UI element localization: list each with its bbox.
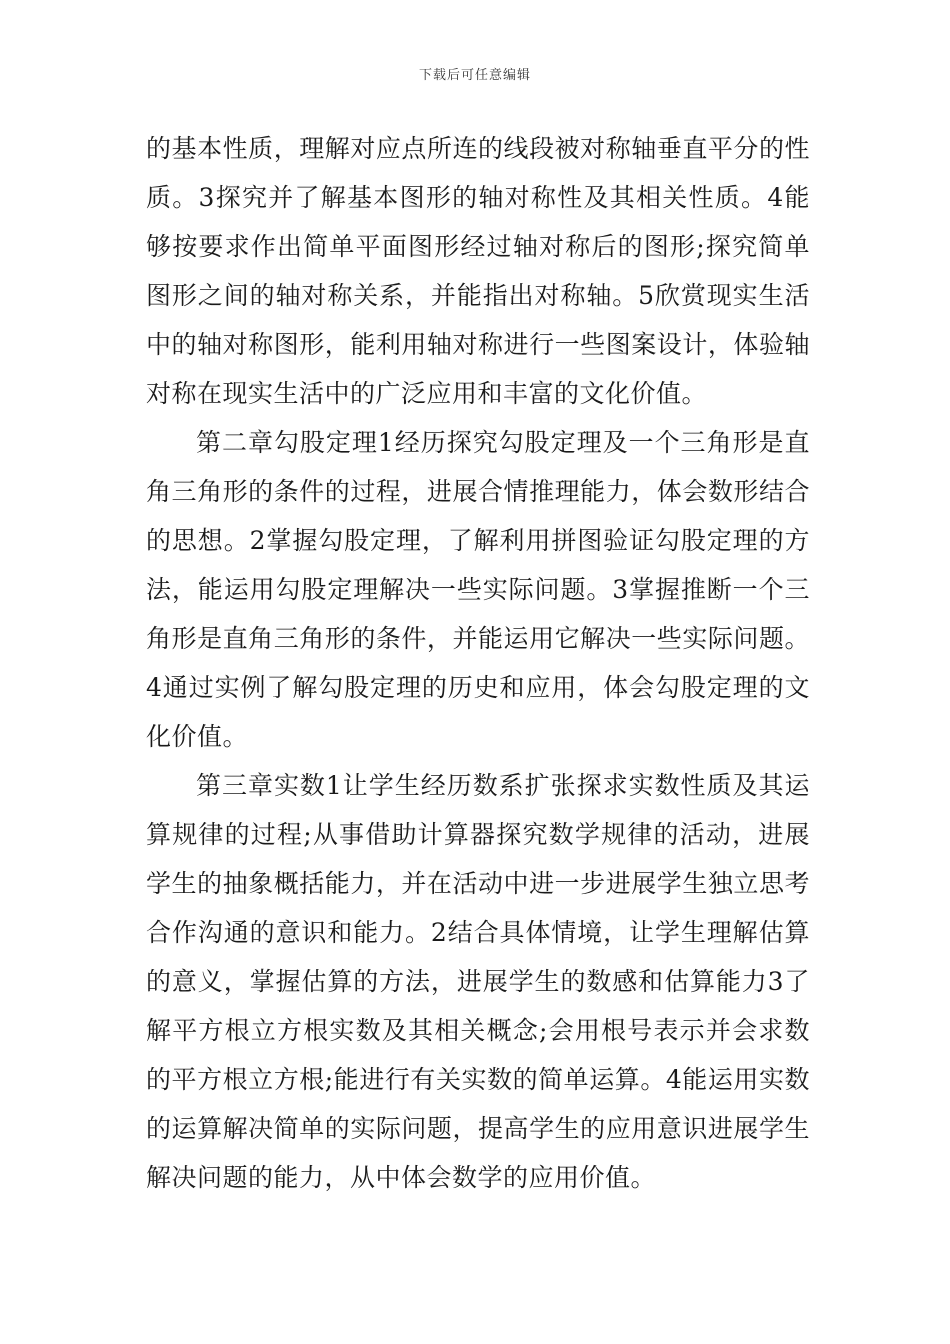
paragraph-chapter-2: 第二章勾股定理1经历探究勾股定理及一个三角形是直角三角形的条件的过程，进展合情推理能力，体会数形结合的思想。2掌握勾股定理，了解利用拼图验证勾股定理的方法，能运用勾股定理解决一些实际问题。3掌握推断一个三角形是直角三角形的条件，并能运用它解决一些实际问题。4通过实例了解勾股定理的历史和应用，体会勾股定理的文化价值。	[146, 428, 810, 751]
paragraph-continuation: 的基本性质，理解对应点所连的线段被对称轴垂直平分的性质。3探究并了解基本图形的轴对称性及其相关性质。4能够按要求作出简单平面图形经过轴对称后的图形;探究简单图形之间的轴对称关系，并能指出对称轴。5欣赏现实生活中的轴对称图形，能利用轴对称进行一些图案设计，体验轴对称在现实生活中的广泛应用和丰富的文化价值。	[146, 134, 810, 408]
paragraph-chapter-3: 第三章实数1让学生经历数系扩张探求实数性质及其运算规律的过程;从事借助计算器探究数学规律的活动，进展学生的抽象概括能力，并在活动中进一步进展学生独立思考合作沟通的意识和能力。2结合具体情境，让学生理解估算的意义，掌握估算的方法，进展学生的数感和估算能力3了解平方根立方根实数及其相关概念;会用根号表示并会求数的平方根立方根;能进行有关实数的简单运算。4能运用实数的运算解决简单的实际问题，提高学生的应用意识进展学生解决问题的能力，从中体会数学的应用价值。	[146, 771, 810, 1192]
document-body	[146, 124, 810, 1202]
page-header: 下载后可任意编辑	[418, 68, 531, 83]
